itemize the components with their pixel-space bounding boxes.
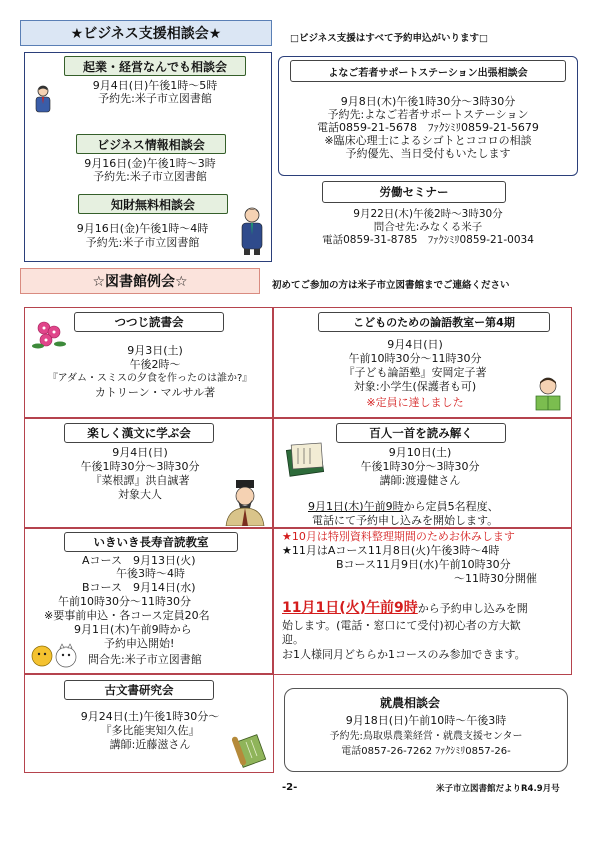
chojyu-b-course: Bコース 9月14日(水): [82, 581, 196, 594]
joho-date: 9月16日(金)午後1時〜3時: [84, 157, 216, 170]
hyakunin-reserve-phone: 電話にて予約申し込みを開始します。: [312, 514, 499, 527]
rongo-time: 午前10時30分〜11時30分: [348, 352, 482, 365]
yonago-title: よなご若者サポートステーション出張相談会: [290, 60, 566, 82]
chojyu-note-reserve-cont: 始します。(電話・窓口にて受付)初心者の方大歓: [282, 619, 521, 632]
komonjo-book: 『多比能実知久佐』: [100, 724, 200, 737]
yonago-contact: 予約先:よなご若者サポートステーション: [327, 108, 529, 121]
shuno-title: 就農相談会: [380, 696, 441, 710]
rodo-title: 労働セミナー: [322, 181, 506, 203]
child-reading-icon: [528, 374, 568, 414]
business-person-icon: [236, 205, 268, 255]
kanbun-date: 9月4日(日): [112, 446, 168, 459]
kanbun-time: 午後1時30分〜3時30分: [80, 460, 200, 473]
rongo-date: 9月4日(日): [387, 338, 443, 351]
flower-icon: [30, 316, 70, 356]
komonjo-date: 9月24日(土)午後1時30分〜: [80, 710, 220, 723]
yonago-reserve: 予約優先、当日受付もいたします: [345, 147, 511, 160]
shuno-contact: 予約先:鳥取県農業経営・就農支援センター: [329, 731, 523, 742]
footer-publication: 米子市立図書館だよりR4.9月号: [436, 784, 560, 794]
chojyu-contact: 問合先:米子市立図書館: [88, 653, 202, 666]
kigyo-date: 9月4日(日)午後1時〜5時: [92, 79, 218, 92]
rongo-full: ※定員に達しました: [366, 396, 464, 409]
chizai-contact: 予約先:米子市立図書館: [85, 236, 200, 249]
komonjo-lecturer: 講師:近藤滋さん: [109, 738, 191, 751]
chojyu-a-course: Aコース 9月13日(火): [82, 554, 196, 567]
mascots-icon: [30, 642, 80, 670]
karuta-icon: [284, 438, 328, 478]
chojyu-reserve-open: 予約申込開始!: [104, 637, 175, 650]
yonago-phone: 電話0859-21-5678 ﾌｧｸｼﾐﾘ0859-21-5679: [317, 121, 539, 134]
rodo-phone: 電話0859-31-8785 ﾌｧｸｼﾐﾘ0859-21-0034: [322, 234, 534, 246]
chojyu-reserve-start: 9月1日(木)午前9時から: [74, 623, 192, 636]
chojyu-b-time: 午前10時30分〜11時30分: [58, 595, 191, 608]
hyakunin-reserve: [308, 500, 499, 513]
page-number: -2-: [282, 782, 298, 793]
chojyu-note-reserve: [282, 601, 528, 616]
business-note: □ビジネス支援はすべて予約申込がいります□: [290, 33, 488, 44]
kigyo-title: 起業・経営なんでも相談会: [64, 56, 246, 76]
chojyu-note-limit: お1人様同月どちらか1コースのみ参加できます。: [282, 648, 526, 661]
komonjo-title: 古文書研究会: [64, 680, 214, 700]
chojyu-note-reserve-text: から予約申し込みを開: [417, 602, 528, 615]
yonago-note: ※臨床心理士によるシゴトとココロの相談: [324, 134, 532, 147]
chizai-title: 知財無料相談会: [78, 194, 228, 214]
tsutsuji-book: 『アダム・スミスの夕食を作ったのは誰か?』: [47, 373, 253, 384]
rodo-date: 9月22日(木)午後2時〜3時30分: [353, 208, 503, 220]
rongo-target: 対象:小学生(保護者も可): [353, 380, 477, 393]
kanbun-title: 楽しく漢文に学ぶ会: [64, 423, 214, 443]
chojyu-capacity: ※要事前申込・各コース定員20名: [44, 609, 210, 622]
chojyu-a-time: 午後3時〜4時: [116, 567, 185, 580]
library-note: 初めてご参加の方は米子市立図書館までご連絡ください: [272, 280, 510, 291]
chojyu-note-october: ★10月は特別資料整理期間のためお休みします: [282, 530, 515, 543]
hyakunin-time: 午後1時30分〜3時30分: [360, 460, 480, 473]
tsutsuji-date: 9月3日(土): [127, 344, 183, 357]
hyakunin-title: 百人一首を読み解く: [336, 423, 506, 443]
kanbun-target: 対象大人: [118, 488, 162, 501]
tsutsuji-author: カトリーン・マルサル著: [94, 386, 216, 399]
business-header: ★ビジネス支援相談会★: [20, 20, 272, 46]
kigyo-contact: 予約先:米子市立図書館: [98, 92, 212, 105]
chizai-date: 9月16日(金)午後1時〜4時: [76, 222, 209, 235]
joho-title: ビジネス情報相談会: [76, 134, 226, 154]
hyakunin-reserve-text: から定員5名程度、: [403, 500, 499, 513]
shuno-phone: 電話0857-26-7262 ﾌｧｸｼﾐﾘ0857-26-: [341, 746, 511, 757]
tsutsuji-title: つつじ読書会: [74, 312, 224, 332]
business-person-icon: [30, 84, 56, 114]
chojyu-note-reserve-date: 11月1日(火)午前9時: [282, 600, 418, 616]
confucius-icon: [220, 478, 270, 526]
hyakunin-date: 9月10日(土): [388, 446, 452, 459]
chojyu-note-nov-b: Bコース11月9日(水)午前10時30分: [336, 558, 511, 571]
kanbun-book: 『菜根譚』洪自誠著: [90, 474, 190, 487]
chojyu-title: いきいき長寿音読教室: [64, 532, 238, 552]
joho-contact: 予約先:米子市立図書館: [93, 170, 207, 183]
hyakunin-reserve-date: 9月1日(木)午前9時: [308, 500, 404, 513]
chojyu-note-reserve-end: 迎。: [282, 633, 304, 646]
shuno-date: 9月18日(日)午前10時〜午後3時: [345, 714, 507, 727]
tsutsuji-time: 午後2時〜: [129, 358, 181, 371]
library-header: ☆図書館例会☆: [20, 268, 260, 294]
rodo-contact: 問合せ先:みなくる米子: [373, 221, 483, 233]
rongo-title: こどものための論語教室ー第4期: [318, 312, 550, 332]
yonago-date: 9月8日(木)午後1時30分〜3時30分: [340, 95, 516, 108]
chojyu-note-nov-a: ★11月はAコース11月8日(火)午後3時〜4時: [282, 544, 500, 557]
hyakunin-lecturer: 講師:渡邊健さん: [379, 474, 461, 487]
chojyu-note-nov-b-end: 〜11時30分開催: [454, 572, 537, 585]
rongo-book: 『子ども論語塾』安岡定子著: [343, 366, 487, 379]
scroll-icon: [232, 730, 270, 770]
